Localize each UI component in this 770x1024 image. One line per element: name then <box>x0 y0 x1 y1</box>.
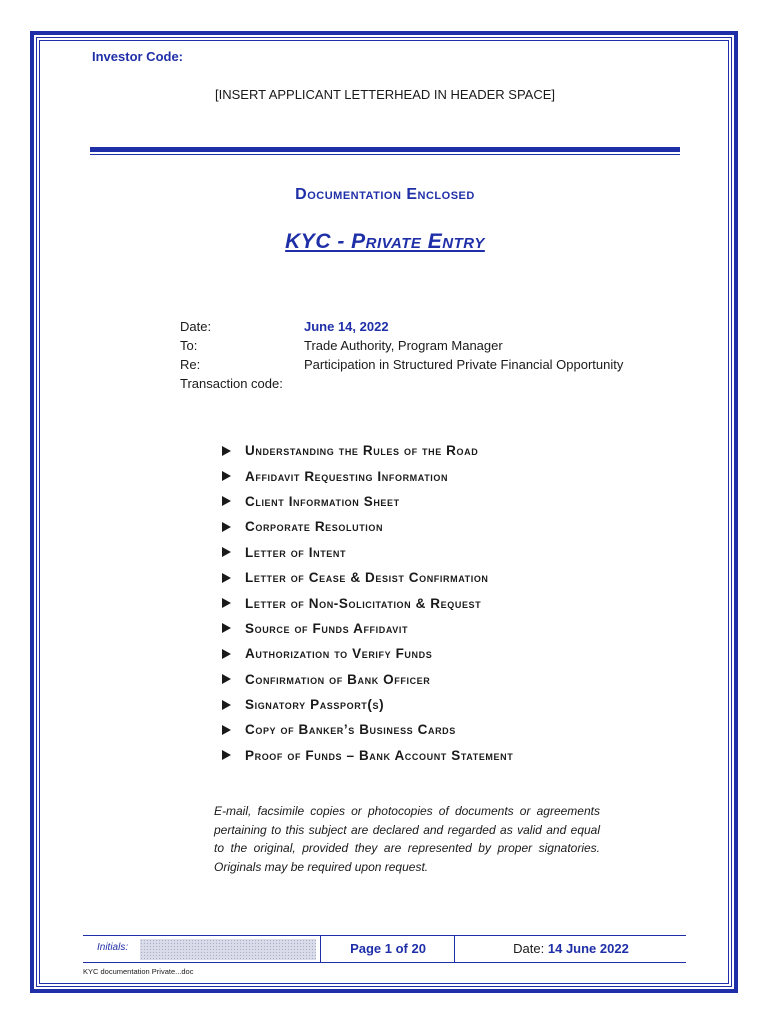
footer-date-value: 14 June 2022 <box>547 941 629 956</box>
list-item <box>222 514 513 539</box>
list-item <box>222 565 513 590</box>
footer-date <box>456 941 686 956</box>
enclosure-label: Copy of Banker’s Business Cards <box>245 722 456 738</box>
to-label: To: <box>180 338 198 353</box>
re-row <box>180 357 680 376</box>
enclosure-label: Client Information Sheet <box>245 493 400 509</box>
letterhead-placeholder: [INSERT APPLICANT LETTERHEAD IN HEADER SPACE] <box>214 87 556 102</box>
arrow-right-icon <box>222 725 231 735</box>
document-subtitle: KYC - Private Entry <box>285 230 485 253</box>
enclosure-label: Letter of Intent <box>245 544 347 560</box>
list-item <box>222 692 513 717</box>
investor-code-label: Investor Code: <box>92 49 184 64</box>
memo-details <box>180 319 680 395</box>
arrow-right-icon <box>222 623 231 633</box>
arrow-right-icon <box>222 446 231 456</box>
date-label: Date: <box>180 319 212 334</box>
enclosure-label: Letter of Cease & Desist Confirmation <box>245 570 489 586</box>
enclosure-label: Letter of Non-Solicitation & Request <box>245 595 482 611</box>
arrow-right-icon <box>222 573 231 583</box>
enclosure-label: Corporate Resolution <box>245 519 384 535</box>
document-filename: KYC documentation Private...doc <box>83 967 194 976</box>
arrow-right-icon <box>222 471 231 481</box>
list-item <box>222 438 513 463</box>
footer-rule-top <box>83 935 686 936</box>
enclosure-label: Source of Funds Affidavit <box>245 620 409 636</box>
enclosure-label: Affidavit Requesting Information <box>245 468 449 484</box>
initials-label: Initials: <box>97 942 129 953</box>
header-rule-thin <box>90 154 680 155</box>
transaction-code-row <box>180 376 680 395</box>
list-item <box>222 616 513 641</box>
re-label: Re: <box>180 357 201 372</box>
enclosure-list <box>222 438 513 768</box>
list-item <box>222 463 513 488</box>
list-item <box>222 540 513 565</box>
to-row <box>180 338 680 357</box>
enclosure-label: Proof of Funds – Bank Account Statement <box>245 747 514 763</box>
page-indicator: Page 1 of 20 <box>350 941 426 956</box>
arrow-right-icon <box>222 750 231 760</box>
transaction-code-label: Transaction code: <box>180 376 283 391</box>
list-item <box>222 743 513 768</box>
enclosure-label: Authorization to Verify Funds <box>245 646 433 662</box>
list-item <box>222 590 513 615</box>
list-item <box>222 489 513 514</box>
arrow-right-icon <box>222 496 231 506</box>
footer-rule-bottom <box>83 962 686 963</box>
arrow-right-icon <box>222 700 231 710</box>
footer-divider <box>320 935 321 963</box>
arrow-right-icon <box>222 522 231 532</box>
to-value: Trade Authority, Program Manager <box>304 338 503 353</box>
header-rule-thick <box>90 147 680 152</box>
date-value: June 14, 2022 <box>304 319 389 334</box>
arrow-right-icon <box>222 547 231 557</box>
enclosure-label: Confirmation of Bank Officer <box>245 671 431 687</box>
list-item <box>222 641 513 666</box>
arrow-right-icon <box>222 674 231 684</box>
footer-date-label: Date: <box>513 941 545 956</box>
footer-divider <box>454 935 455 963</box>
enclosure-label: Understanding the Rules of the Road <box>245 443 479 459</box>
list-item <box>222 717 513 742</box>
enclosure-label: Signatory Passport(s) <box>245 697 385 713</box>
disclaimer-text: E-mail, facsimile copies or photocopies of documents or agreements pertaining to this subject are declared and regarded as valid and equal to the original, provided they are represented by proper signatories. Originals may be required upon request. <box>214 804 600 874</box>
initials-field[interactable] <box>140 939 316 960</box>
list-item <box>222 667 513 692</box>
arrow-right-icon <box>222 649 231 659</box>
document-title: Documentation Enclosed <box>295 186 475 203</box>
re-value: Participation in Structured Private Financial Opportunity <box>304 357 624 372</box>
date-row <box>180 319 680 338</box>
arrow-right-icon <box>222 598 231 608</box>
